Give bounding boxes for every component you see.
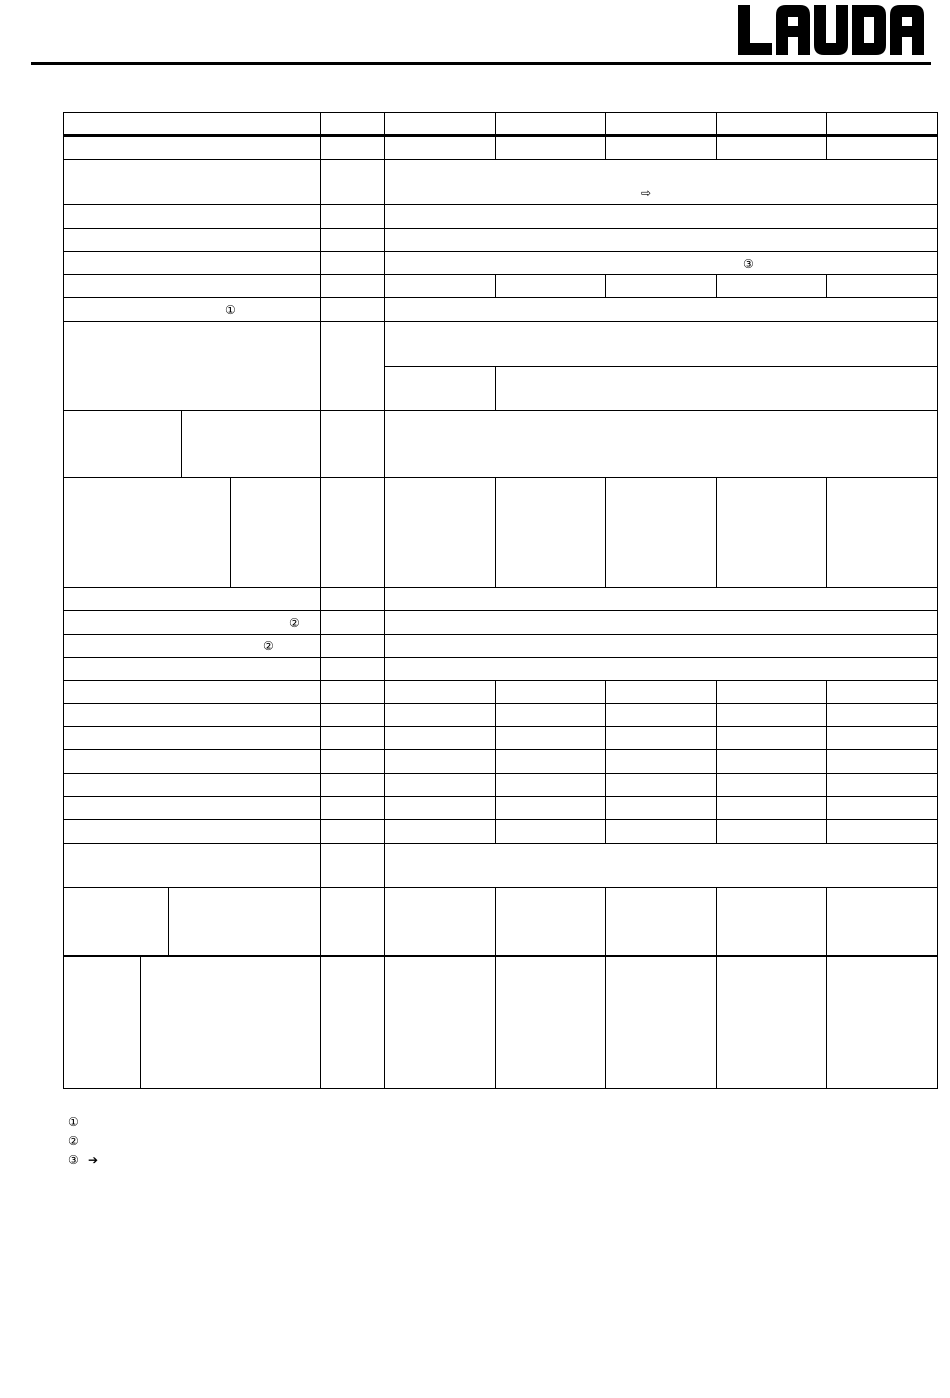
value-column-line [716, 887, 717, 1088]
label-subcolumn-line [181, 410, 182, 477]
header-rule [31, 62, 931, 65]
row-line-partial [384, 366, 938, 367]
value-column-line [605, 112, 606, 159]
value-column-line [605, 477, 606, 587]
circled-three-marker: ③ [743, 257, 754, 271]
row-line [63, 680, 938, 681]
footnote-marker-two: ② [68, 1134, 79, 1148]
table-border-bottom [63, 1088, 938, 1089]
value-column-line [495, 477, 496, 587]
value-column-line [495, 274, 496, 297]
label-subcolumn-line [140, 957, 141, 1088]
value-column-line [826, 112, 827, 159]
circled-two-marker: ② [289, 616, 300, 630]
value-column-line [826, 887, 827, 1088]
table-block-divider [63, 955, 938, 957]
value-column-line [716, 477, 717, 587]
table-border-top [63, 112, 938, 113]
row-line [63, 251, 938, 252]
footnote-marker-one: ① [68, 1115, 79, 1129]
row-line [63, 204, 938, 205]
arrow-right-icon: ➔ [88, 1153, 99, 1167]
value-column-line [495, 680, 496, 843]
row-line [63, 634, 938, 635]
circled-one-marker: ① [225, 303, 236, 317]
value-column-line [716, 274, 717, 297]
value-column-line [826, 680, 827, 843]
table-header-divider [63, 134, 938, 137]
row-line [63, 749, 938, 750]
row-line [63, 610, 938, 611]
value-column-line [495, 887, 496, 1088]
value-column-line [605, 680, 606, 843]
value-column-line [826, 274, 827, 297]
column-line-values [384, 112, 385, 1089]
label-subcolumn-line [168, 887, 169, 955]
row-line [63, 703, 938, 704]
row-line [63, 410, 938, 411]
row-line [63, 657, 938, 658]
row-line [63, 297, 938, 298]
column-line-unit [320, 112, 321, 1089]
value-column-line [495, 366, 496, 410]
row-line [63, 477, 938, 478]
value-column-line [605, 887, 606, 1088]
row-line [63, 321, 938, 322]
row-line [63, 228, 938, 229]
table-border-left [63, 112, 64, 1089]
arrow-icon: ⇨ [641, 186, 652, 200]
row-line [63, 726, 938, 727]
value-column-line [716, 680, 717, 843]
row-line [63, 773, 938, 774]
lauda-logo [738, 5, 924, 55]
label-subcolumn-line [230, 477, 231, 587]
row-line [63, 819, 938, 820]
table-border-right [937, 112, 938, 1089]
row-line [63, 843, 938, 844]
row-line [63, 887, 938, 888]
row-line [63, 796, 938, 797]
value-column-line [826, 477, 827, 587]
circled-two-marker: ② [263, 639, 274, 653]
value-column-line [605, 274, 606, 297]
footnote-marker-three: ③ [68, 1153, 79, 1167]
row-line [63, 159, 938, 160]
value-column-line [495, 112, 496, 159]
value-column-line [716, 112, 717, 159]
row-line [63, 274, 938, 275]
row-line [63, 587, 938, 588]
